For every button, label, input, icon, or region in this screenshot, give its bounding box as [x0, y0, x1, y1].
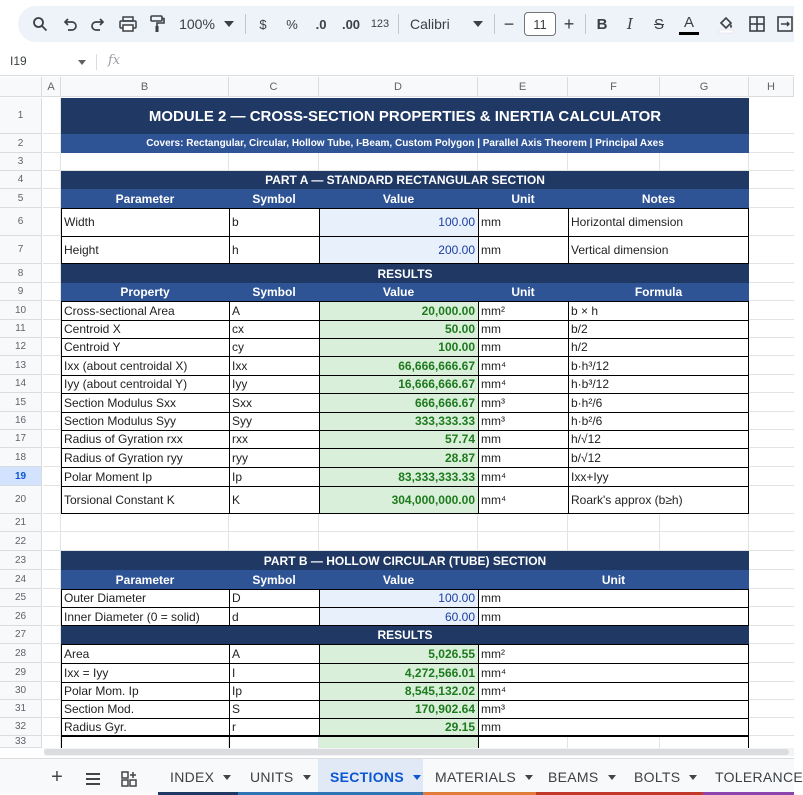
result-cell: mm: [478, 320, 568, 338]
cell-border: [61, 301, 62, 514]
bold-button[interactable]: B: [596, 15, 608, 33]
row-header-26[interactable]: 26: [0, 607, 42, 626]
cell-border: [61, 513, 749, 514]
row-header-8[interactable]: 8: [0, 264, 42, 283]
name-box[interactable]: I19: [10, 54, 27, 68]
horizontal-scrollbar[interactable]: [44, 748, 794, 756]
result-cell: h·b²/6: [568, 412, 749, 430]
result-value-cell: 29.15: [319, 718, 478, 736]
result-cell: Ixx = Iyy: [61, 663, 229, 682]
result-value-cell: 50.00: [319, 320, 478, 338]
cell-border: [61, 393, 749, 394]
cell-border: [319, 301, 320, 514]
cell-border: [61, 338, 749, 339]
cell-border: [61, 663, 749, 664]
strikethrough-button[interactable]: S: [653, 15, 664, 33]
result-cell: mm: [478, 718, 749, 736]
row-header-30[interactable]: 30: [0, 682, 42, 700]
cell-border: [568, 301, 569, 514]
cell-border: [229, 644, 230, 736]
cell-border: [478, 301, 479, 514]
input-cell: D: [229, 589, 319, 607]
result-cell: Cross-sectional Area: [61, 301, 229, 320]
row-header-28[interactable]: 28: [0, 644, 42, 663]
result-cell: mm³: [478, 393, 568, 412]
input-cell: mm: [478, 589, 749, 607]
result-cell: Sxx: [229, 393, 319, 412]
result-cell: mm³: [478, 412, 568, 430]
part-a-result-header: Property: [61, 283, 229, 301]
result-value-cell: 20,000.00: [319, 301, 478, 320]
number-format-button[interactable]: 123: [370, 18, 390, 30]
column-header-d[interactable]: D: [319, 77, 478, 97]
sheet-tab-label: INDEX: [170, 769, 215, 785]
cell-border: [61, 700, 749, 701]
row-header-10[interactable]: 10: [0, 301, 42, 320]
result-cell: h/2: [568, 338, 749, 356]
toolbar-divider: [494, 14, 495, 34]
result-cell: cy: [229, 338, 319, 356]
result-value-cell: 16,666,666.67: [319, 375, 478, 393]
sheet-tab-tolerance[interactable]: [703, 759, 803, 795]
part-a-result-header: Unit: [478, 283, 568, 301]
percent-format-button[interactable]: %: [286, 16, 298, 32]
cell-border: [229, 736, 230, 748]
result-cell: Radius of Gyration ryy: [61, 448, 229, 467]
result-value-cell: 28.87: [319, 448, 478, 467]
input-cell: mm: [478, 236, 568, 264]
column-header-a[interactable]: A: [42, 77, 61, 97]
input-cell: Vertical dimension: [568, 236, 749, 264]
part-a-result-header: Formula: [568, 283, 749, 301]
cell-border: [748, 589, 749, 626]
sheet-tab-label: MATERIALS: [435, 769, 517, 785]
result-value-cell: 83,333,333.33: [319, 467, 478, 486]
result-value-cell: 66,666,666.67: [319, 356, 478, 375]
part-b-header: Symbol: [229, 570, 319, 589]
column-header-c[interactable]: C: [229, 77, 319, 97]
font-size-input[interactable]: 11: [524, 12, 556, 36]
fx-icon: fx: [108, 53, 121, 68]
row-header-6[interactable]: 6: [0, 208, 42, 236]
scrollbar-thumb[interactable]: [44, 749, 789, 755]
part-a-result-header: Value: [319, 283, 478, 301]
input-value-cell[interactable]: 60.00: [319, 607, 478, 626]
sheet-tab-label: SECTIONS: [330, 769, 404, 785]
column-header-h[interactable]: H: [749, 77, 794, 97]
cell-border: [319, 589, 320, 626]
sheet-tab-sections[interactable]: [318, 759, 423, 795]
decrease-font-size-button[interactable]: −: [503, 13, 515, 34]
sheet-title: MODULE 2 — CROSS-SECTION PROPERTIES & INERTIA CALCULATOR: [61, 98, 749, 134]
row-header-17[interactable]: 17: [0, 430, 42, 448]
row-header-4[interactable]: 4: [0, 171, 42, 189]
sheet-tab-label: UNITS: [250, 769, 294, 785]
cell-border: [61, 208, 62, 264]
row-header-25[interactable]: 25: [0, 589, 42, 607]
search-icon[interactable]: [30, 14, 50, 34]
result-cell: b/√12: [568, 448, 749, 467]
cell-border: [478, 644, 479, 736]
column-header-b[interactable]: B: [61, 77, 229, 97]
result-value-cell: 666,666.67: [319, 393, 478, 412]
row-header-16[interactable]: 16: [0, 412, 42, 430]
result-cell: A: [229, 301, 319, 320]
print-icon[interactable]: [117, 14, 139, 34]
result-value-cell: 57.74: [319, 430, 478, 448]
result-cell: mm: [478, 430, 568, 448]
redo-icon[interactable]: [88, 14, 108, 34]
result-cell: b/2: [568, 320, 749, 338]
sheet-tab-materials[interactable]: [423, 759, 536, 795]
result-cell: mm⁴: [478, 682, 749, 700]
cell-border: [61, 208, 749, 209]
input-cell: Height: [61, 236, 229, 264]
row-header-3[interactable]: 3: [0, 153, 42, 171]
result-cell: Ixx (about centroidal X): [61, 356, 229, 375]
cell-border: [61, 236, 749, 237]
fill-color-icon[interactable]: [716, 14, 736, 34]
input-cell: Inner Diameter (0 = solid): [61, 607, 229, 626]
cell-border: [478, 208, 479, 264]
cell-border: [478, 736, 479, 748]
part-b-results-label: RESULTS: [61, 626, 749, 644]
all-sheets-icon[interactable]: [84, 769, 102, 789]
cell-border: [61, 718, 749, 719]
result-cell: Roark's approx (b≥h): [568, 486, 749, 514]
result-cell: Torsional Constant K: [61, 486, 229, 514]
result-value-cell: 100.00: [319, 338, 478, 356]
cell-border: [61, 448, 749, 449]
currency-format-button[interactable]: $: [259, 16, 267, 32]
result-cell: Ip: [229, 682, 319, 700]
cell-border: [61, 320, 749, 321]
part-a-title: PART A — STANDARD RECTANGULAR SECTION: [61, 171, 749, 189]
input-cell: mm: [478, 607, 749, 626]
cell-border: [61, 589, 62, 626]
cell-border: [61, 625, 749, 626]
result-cell: cx: [229, 320, 319, 338]
cell-border: [61, 430, 749, 431]
input-cell: Horizontal dimension: [568, 208, 749, 236]
row-header-21[interactable]: 21: [0, 514, 42, 532]
sheet-tab-index[interactable]: [158, 759, 238, 795]
row-header-32[interactable]: 32: [0, 718, 42, 736]
result-cell: mm²: [478, 301, 568, 320]
result-value-cell: 8,545,132.02: [319, 682, 478, 700]
chevron-down-icon[interactable]: [223, 775, 231, 780]
italic-button[interactable]: I: [627, 15, 633, 33]
increase-decimal-button[interactable]: .00: [341, 16, 361, 32]
input-cell: d: [229, 607, 319, 626]
row-header-33[interactable]: 33: [0, 736, 42, 748]
result-cell: S: [229, 700, 319, 718]
result-cell: mm³: [478, 700, 749, 718]
formula-divider: [96, 54, 97, 70]
cell-border: [61, 607, 749, 608]
result-cell: Section Modulus Sxx: [61, 393, 229, 412]
formula-bar: [0, 48, 794, 76]
row-header-11[interactable]: 11: [0, 320, 42, 338]
row-header-31[interactable]: 31: [0, 700, 42, 718]
zoom-dropdown-icon[interactable]: [224, 14, 234, 34]
result-cell: mm²: [478, 644, 749, 663]
part-a-result-header: Symbol: [229, 283, 319, 301]
paint-format-icon[interactable]: [147, 14, 167, 34]
result-cell: Polar Moment Ip: [61, 467, 229, 486]
row-header-9[interactable]: 9: [0, 283, 42, 301]
part-a-header: Parameter: [61, 189, 229, 208]
column-header-e[interactable]: E: [478, 77, 568, 97]
font-dropdown-icon[interactable]: [473, 14, 483, 34]
column-header-g[interactable]: G: [660, 77, 749, 97]
result-cell: r: [229, 718, 319, 736]
input-cell: Outer Diameter: [61, 589, 229, 607]
result-cell: b·h²/6: [568, 393, 749, 412]
part-a-results-label: RESULTS: [61, 264, 749, 283]
result-cell: mm⁴: [478, 356, 568, 375]
part-b-header: Unit: [478, 570, 749, 589]
sheet-tab-beams[interactable]: [536, 759, 622, 795]
result-cell: Iyy (about centroidal Y): [61, 375, 229, 393]
cell-border: [61, 644, 749, 645]
row-header-24[interactable]: 24: [0, 570, 42, 589]
part-a-header: Notes: [568, 189, 749, 208]
result-cell: h/√12: [568, 430, 749, 448]
result-cell: I: [229, 663, 319, 682]
toolbar-divider: [398, 14, 399, 34]
result-cell: A: [229, 644, 319, 663]
sheet-tab-label: BOLTS: [634, 769, 681, 785]
chevron-down-icon[interactable]: [413, 775, 421, 780]
decrease-decimal-button[interactable]: .0: [315, 16, 327, 32]
chevron-down-icon[interactable]: [689, 775, 697, 780]
part-a-header: Value: [319, 189, 478, 208]
select-all-corner[interactable]: [0, 77, 42, 97]
row-header-15[interactable]: 15: [0, 393, 42, 412]
cell-border: [229, 208, 230, 264]
toolbar-divider: [585, 14, 586, 34]
column-header-f[interactable]: F: [568, 77, 660, 97]
text-color-button[interactable]: [678, 14, 700, 36]
row-header-20[interactable]: 20: [0, 486, 42, 514]
sheet-tab-bolts[interactable]: [622, 759, 703, 795]
name-box-dropdown-icon[interactable]: [78, 60, 86, 65]
cell-border: [61, 736, 62, 748]
result-value-cell: 333,333.33: [319, 412, 478, 430]
row-header-1[interactable]: 1: [0, 98, 42, 134]
sheet-summary-icon[interactable]: [120, 769, 138, 789]
increase-font-size-button[interactable]: +: [563, 13, 575, 34]
cell-border: [61, 589, 749, 590]
sheet-tab-bar: [0, 758, 803, 794]
row-header-27[interactable]: 27: [0, 626, 42, 644]
sheet-tab-units[interactable]: [238, 759, 318, 795]
part-b-header: Value: [319, 570, 478, 589]
chevron-down-icon[interactable]: [303, 775, 311, 780]
cell-border: [319, 208, 320, 264]
row-header-23[interactable]: 23: [0, 551, 42, 570]
result-cell: Centroid Y: [61, 338, 229, 356]
borders-icon[interactable]: [747, 14, 767, 34]
result-cell: mm⁴: [478, 486, 568, 514]
toolbar-divider: [245, 14, 246, 34]
zoom-select[interactable]: 100%: [179, 16, 215, 32]
cell-border: [478, 589, 479, 626]
cell-border: [61, 263, 749, 264]
row-header-22[interactable]: 22: [0, 532, 42, 551]
sheet-tab-label: BEAMS: [548, 769, 599, 785]
input-value-cell[interactable]: 200.00: [319, 236, 478, 264]
row-header-29[interactable]: 29: [0, 663, 42, 682]
result-value-cell: 170,902.64: [319, 700, 478, 718]
cell-border: [229, 301, 230, 514]
result-cell: Ixx: [229, 356, 319, 375]
result-cell: Radius Gyr.: [61, 718, 229, 736]
input-cell: mm: [478, 208, 568, 236]
cell-border: [61, 375, 749, 376]
cell-border: [61, 356, 749, 357]
input-cell: h: [229, 236, 319, 264]
sheet-tab-label: TOLERANCE: [715, 769, 803, 785]
input-value-cell[interactable]: 100.00: [319, 208, 478, 236]
result-cell: Centroid X: [61, 320, 229, 338]
result-value-cell: [319, 737, 478, 748]
cell-border: [229, 589, 230, 626]
cell-border: [61, 412, 749, 413]
result-cell: mm⁴: [478, 663, 749, 682]
row-header-12[interactable]: 12: [0, 338, 42, 356]
sheet-subtitle: Covers: Rectangular, Circular, Hollow Tube, I-Beam, Custom Polygon | Parallel Axis Theorem | Principal Axes: [61, 134, 749, 153]
merge-cells-icon[interactable]: [775, 14, 795, 34]
chevron-down-icon[interactable]: [608, 775, 616, 780]
result-cell: mm⁴: [478, 467, 568, 486]
text-color-letter: A: [683, 14, 694, 31]
result-cell: K: [229, 486, 319, 514]
result-value-cell: 304,000,000.00: [319, 486, 478, 514]
result-cell: mm⁴: [478, 375, 568, 393]
result-cell: Ixx+Iyy: [568, 467, 749, 486]
row-header-7[interactable]: 7: [0, 236, 42, 264]
cell-border: [61, 644, 62, 736]
result-value-cell: 4,272,566.01: [319, 663, 478, 682]
part-a-header: Symbol: [229, 189, 319, 208]
result-cell: Section Mod.: [61, 700, 229, 718]
result-cell: Iyy: [229, 375, 319, 393]
undo-icon[interactable]: [60, 14, 80, 34]
result-cell: h·b³/12: [568, 375, 749, 393]
input-cell: Width: [61, 208, 229, 236]
result-cell: ryy: [229, 448, 319, 467]
cell-border: [61, 682, 749, 683]
cell-border: [319, 644, 320, 736]
cell-border: [568, 208, 569, 264]
part-b-title: PART B — HOLLOW CIRCULAR (TUBE) SECTION: [61, 551, 749, 570]
result-cell: Syy: [229, 412, 319, 430]
result-cell: b·h³/12: [568, 356, 749, 375]
result-cell: Section Modulus Syy: [61, 412, 229, 430]
result-value-cell: 5,026.55: [319, 644, 478, 663]
cell-border: [61, 467, 749, 468]
row-header-18[interactable]: 18: [0, 448, 42, 467]
result-cell: rxx: [229, 430, 319, 448]
input-cell: b: [229, 208, 319, 236]
text-color-swatch: [679, 32, 699, 35]
result-cell: Radius of Gyration rxx: [61, 430, 229, 448]
row-header-5[interactable]: 5: [0, 189, 42, 208]
row-header-19[interactable]: 19: [0, 467, 42, 486]
result-cell: Polar Mom. Ip: [61, 682, 229, 700]
cell-border: [61, 301, 749, 302]
row-header-13[interactable]: 13: [0, 356, 42, 375]
result-cell: mm: [478, 448, 568, 467]
part-a-header: Unit: [478, 189, 568, 208]
result-cell: Area: [61, 644, 229, 663]
row-header-2[interactable]: 2: [0, 134, 42, 153]
cell-border: [748, 301, 749, 514]
result-cell: Ip: [229, 467, 319, 486]
cell-border: [748, 208, 749, 264]
chevron-down-icon[interactable]: [525, 775, 533, 780]
gridline: [43, 531, 794, 532]
row-header-14[interactable]: 14: [0, 375, 42, 393]
font-select[interactable]: Calibri: [410, 16, 450, 32]
result-cell: mm: [478, 338, 568, 356]
cell-border: [748, 644, 749, 736]
cell-border: [748, 736, 749, 748]
add-sheet-icon[interactable]: +: [51, 765, 63, 788]
cell-border: [61, 486, 749, 487]
part-b-header: Parameter: [61, 570, 229, 589]
input-value-cell[interactable]: 100.00: [319, 589, 478, 607]
result-cell: b × h: [568, 301, 749, 320]
